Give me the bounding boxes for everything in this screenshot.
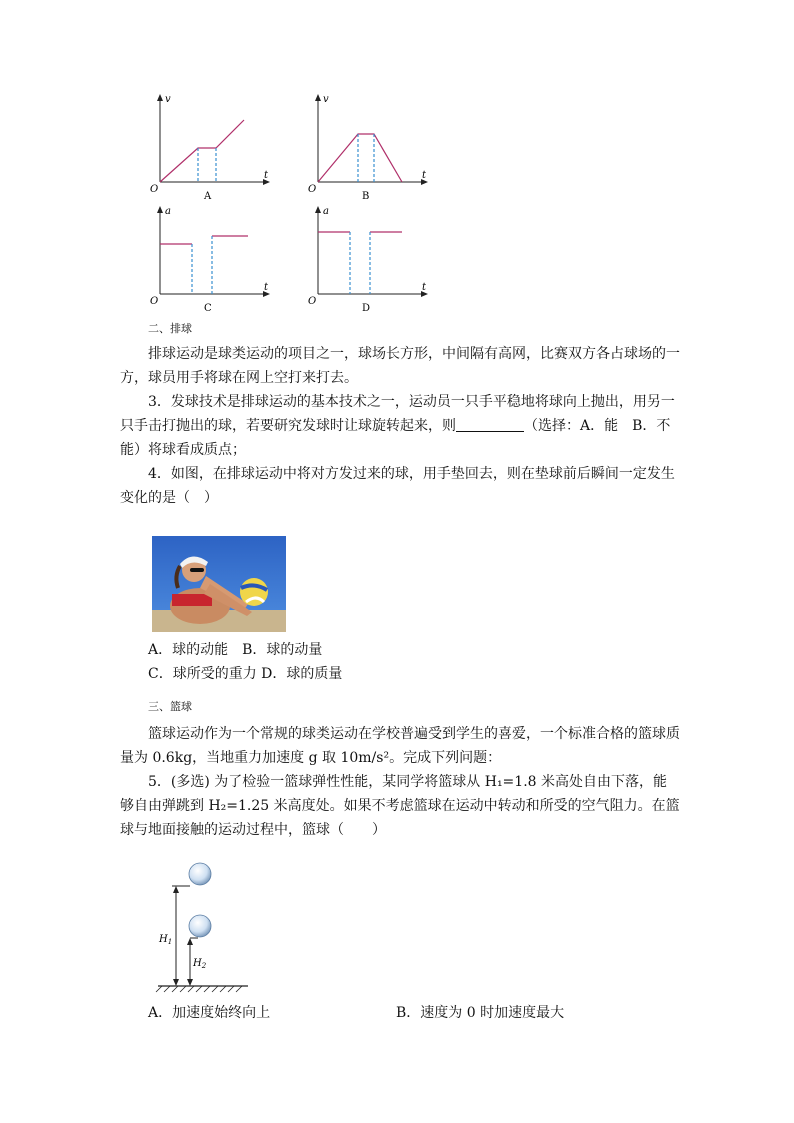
q4-options-line-1: A．球的动能 B．球的动量 xyxy=(148,642,323,658)
q4-options-line-2: C．球所受的重力 D．球的质量 xyxy=(148,666,343,682)
section-heading-basketball: 三、篮球 xyxy=(148,700,192,713)
graph-a-y-label: v xyxy=(165,94,171,105)
graph-c-x-label: t xyxy=(264,282,269,293)
q5-option-b: B．速度为 0 时加速度最大 xyxy=(396,1005,565,1021)
graph-c-y-label: a xyxy=(165,206,171,217)
graph-c-caption: C xyxy=(204,303,212,314)
volleyball-player-photo xyxy=(152,536,286,632)
graph-c-origin: O xyxy=(150,296,159,307)
graph-d xyxy=(308,204,438,316)
volleyball-intro: 排球运动是球类运动的项目之一，球场长方形，中间隔有高网，比赛双方各占球场的一方，球员用手将球在网上空打来打去。 xyxy=(120,346,680,386)
graph-d-caption: D xyxy=(362,303,371,314)
graph-d-y-label: a xyxy=(323,206,329,217)
question-3-tail: （选择：A．能 B．不能）将球看成质点； xyxy=(120,418,671,458)
ball-bounce-figure xyxy=(150,854,260,994)
question-5: 5．(多选) 为了检验一篮球弹性性能，某同学将篮球从 H₁=1.8 米高处自由下落，能够自由弹跳到 H₂=1.25 米高度处。如果不考虑篮球在运动中转动和所受的空气阻力。在篮球与地面接触的运动过程中，篮球（ ） xyxy=(120,774,680,838)
graph-a xyxy=(150,92,280,204)
graph-b-caption: B xyxy=(362,191,370,202)
h1-label: $H_1$ xyxy=(159,934,173,946)
section2-body xyxy=(120,342,680,510)
section-heading-volleyball: 二、排球 xyxy=(148,322,192,335)
graph-a-x-label: t xyxy=(264,170,269,181)
graph-b xyxy=(308,92,438,204)
question-4: 4．如图，在排球运动中将对方发过来的球，用手垫回去，则在垫球前后瞬间一定发生变化的是（ ） xyxy=(120,466,675,506)
graph-d-x-label: t xyxy=(422,282,427,293)
question-4-options xyxy=(120,638,680,686)
h2-label: $H_2$ xyxy=(193,958,207,970)
question-3 xyxy=(120,390,680,462)
graph-d-origin: O xyxy=(308,296,317,307)
graph-c xyxy=(150,204,280,316)
answer-blank[interactable] xyxy=(456,417,524,432)
section3-body xyxy=(120,722,680,842)
graph-a-origin: O xyxy=(150,184,159,195)
graph-b-origin: O xyxy=(308,184,317,195)
graph-b-x-label: t xyxy=(422,170,427,181)
graph-b-y-label: v xyxy=(323,94,329,105)
basketball-intro: 篮球运动作为一个常规的球类运动在学校普遍受到学生的喜爱，一个标准合格的篮球质量为 0.6kg，当地重力加速度 g 取 10m/s²。完成下列问题： xyxy=(120,726,680,766)
q5-option-a: A．加速度始终向上 xyxy=(148,1005,271,1021)
question-3-text: 3．发球技术是排球运动的基本技术之一，运动员一只手平稳地将球向上抛出，用另一只手击打抛出的球，若要研究发球时让球旋转起来，则 xyxy=(120,394,675,434)
graph-a-caption: A xyxy=(204,191,212,202)
